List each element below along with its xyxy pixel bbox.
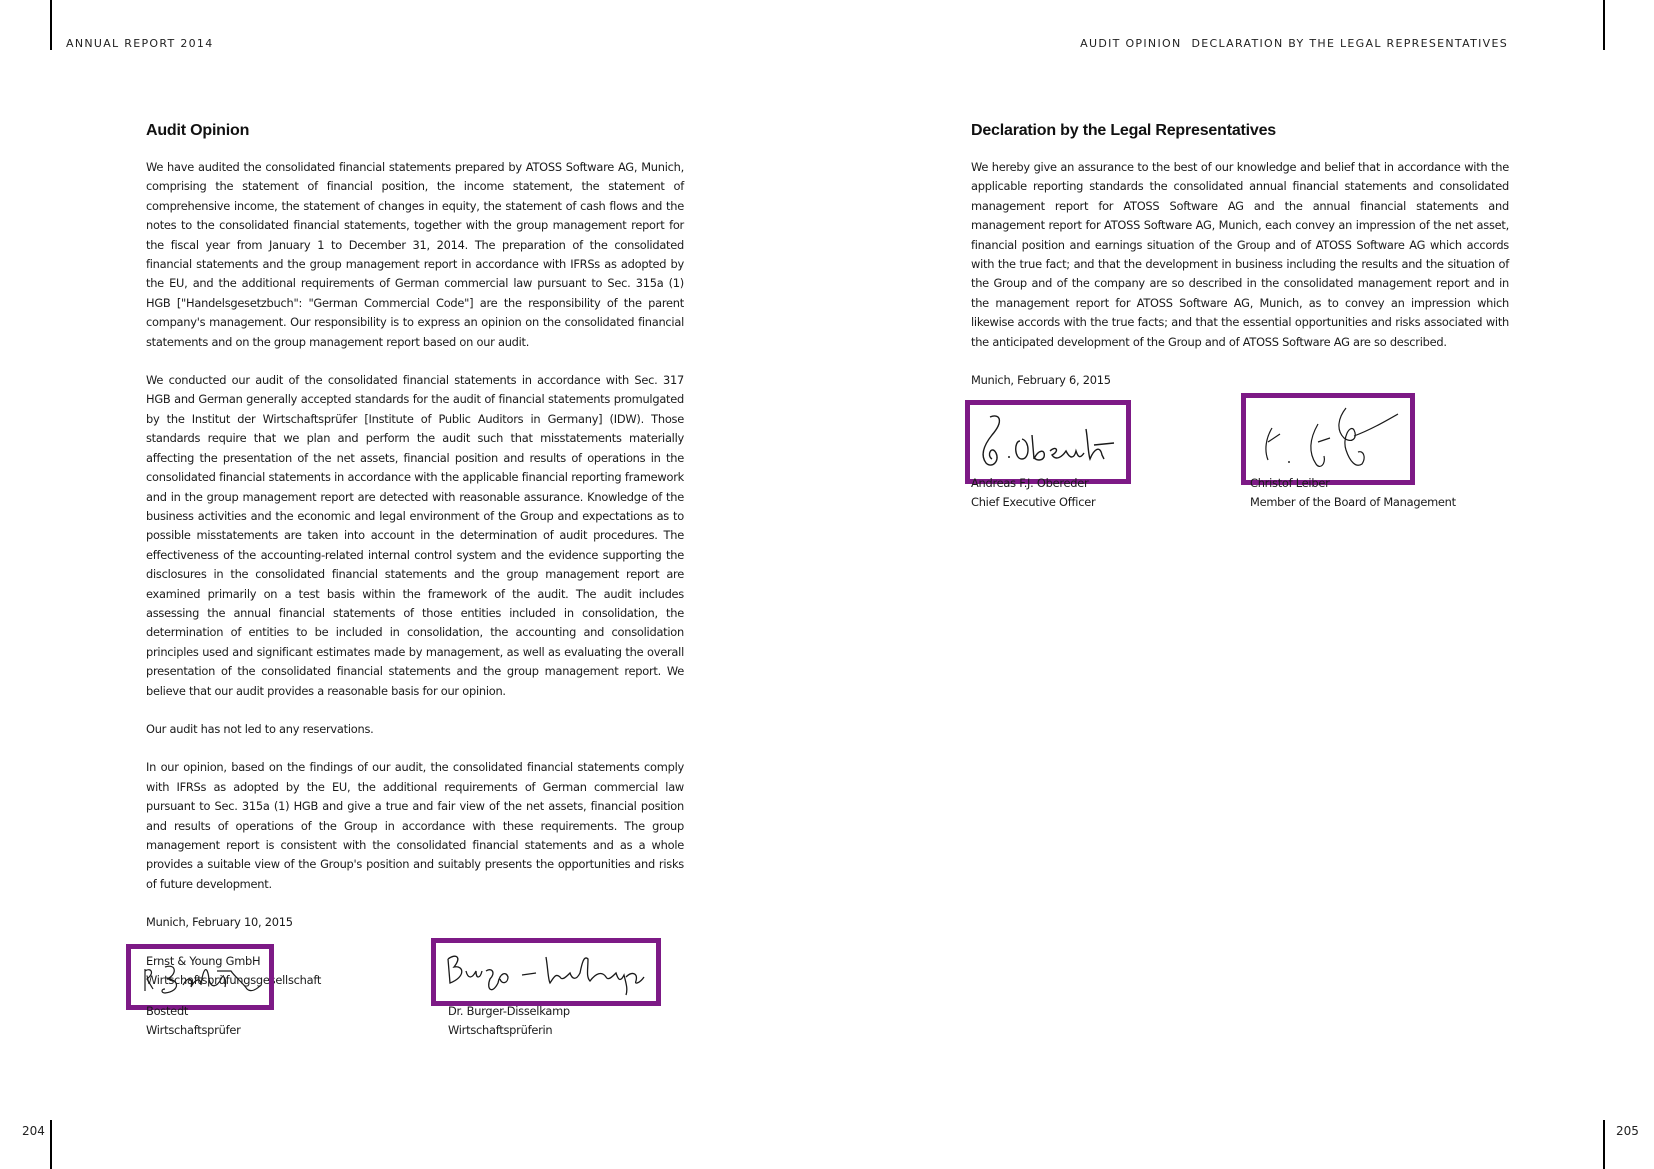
running-head-section-2: DECLARATION BY THE LEGAL REPRESENTATIVES — [1191, 37, 1508, 50]
signature-box-obereder — [965, 400, 1131, 484]
declaration-section — [971, 122, 1509, 390]
running-head-left: ANNUAL REPORT 2014 — [66, 37, 214, 50]
audit-firm-type: Wirtschaftsprüfungsgesellschaft — [146, 973, 322, 988]
left-top-rule — [50, 0, 52, 50]
signer-obereder — [971, 474, 1095, 513]
signer-bostedt-role: Wirtschaftsprüfer — [146, 1023, 241, 1038]
audit-opinion-paragraph-4: In our opinion, based on the findings of our audit, the consolidated financial statements comply with IFRSs as adopted by the EU, the additional requirements of German commercial law pursuant to Sec. 315a (1) HGB and give a true and fair view of the net assets, financial position and results of operations of the Group in accordance with these requirements. The group management report is consistent with the consolidated financial statements and as a whole provides a suitable view of the Group's position and suitably presents the opportunities and risks of future development. — [146, 760, 684, 891]
page-number-left: 204 — [22, 1124, 45, 1138]
signature-leiber-image — [1246, 398, 1410, 480]
signer-leiber-role: Member of the Board of Management — [1250, 495, 1456, 510]
signature-box-burger-disselkamp — [431, 938, 661, 1006]
audit-opinion-title: Audit Opinion — [146, 122, 250, 139]
signature-box-leiber — [1241, 393, 1415, 485]
audit-opinion-paragraph-2: We conducted our audit of the consolidated financial statements in accordance with Sec. 317 HGB and German generally accepted standards for the audit of financial statements promulgated by the Institut der Wirtschaftsprüfer [Institute of Public Auditors in Germany] (IDW). Those standards require that we plan and perform the audit such that misstatements materially affecting the presentation of the net assets, financial position and results of operations in the consolidated financial statements in accordance with the applicable financial reporting framework and in the group management report are detected with reasonable assurance. Knowledge of the business activities and the economic and legal environment of the Group and expectations as to possible misstatements are taken into account in the determination of audit procedures. The effectiveness of the accounting-related internal control system and the evidence supporting the disclosures in the consolidated financial statements and the group management report are examined primarily on a test basis within the framework of the audit. The audit includes assessing the annual financial statements of those entities included in consolidation, the determination of entities to be included in consolidation, the accounting and consolidation principles used and significant estimates made by management, as well as evaluating the overall presentation of the consolidated financial statements and the group management report. We believe that our audit provides a reasonable basis for our opinion. — [146, 373, 684, 698]
page-number-right: 205 — [1616, 1124, 1639, 1138]
right-top-rule — [1603, 0, 1605, 50]
signature-bostedt-image — [131, 949, 269, 1005]
audit-opinion-place-date: Munich, February 10, 2015 — [146, 915, 293, 930]
signer-burger-disselkamp-name: Dr. Burger-Disselkamp — [448, 1004, 570, 1018]
audit-opinion-paragraph-1: We have audited the consolidated financial statements prepared by ATOSS Software AG, Munich, comprising the statement of financial position, the income statement, the statement of comprehensive income, the statement of changes in equity, the statement of cash flows and the notes to the consolidated financial statements, together with the group management report for the fiscal year from January 1 to December 31, 2014. The preparation of the consolidated financial statements and the group management report in accordance with IFRSs as adopted by the EU, and the additional requirements of German commercial law pursuant to Sec. 315a (1) HGB ["Handelsgesetzbuch": "German Commercial Code"] are the responsibility of the parent company's management. Our responsibility is to express an opinion on the consolidated financial statements and on the group management report based on our audit. — [146, 160, 684, 349]
signer-burger-disselkamp — [448, 1002, 570, 1041]
signer-obereder-role: Chief Executive Officer — [971, 495, 1096, 510]
signature-obereder-image — [970, 405, 1126, 479]
audit-firm-name: Ernst & Young GmbH — [146, 953, 261, 968]
declaration-title: Declaration by the Legal Representatives — [971, 122, 1277, 139]
running-head-right — [1080, 37, 1508, 50]
audit-opinion-paragraph-3: Our audit has not led to any reservations. — [146, 721, 374, 736]
right-bottom-rule — [1603, 1120, 1605, 1169]
signer-burger-disselkamp-role: Wirtschaftsprüferin — [448, 1023, 553, 1038]
signature-box-bostedt — [126, 944, 274, 1010]
signer-obereder-name: Andreas F.J. Obereder — [971, 476, 1089, 490]
signature-burger-disselkamp-image — [436, 943, 656, 1001]
audit-opinion-section — [146, 122, 684, 990]
declaration-paragraph: We hereby give an assurance to the best of our knowledge and belief that in accordance with the applicable reporting standards the consolidated annual financial statements and consolidated management report for ATOSS Software AG and the annual financial statements and management report for ATOSS Software AG, Munich, each convey an impression of the net asset, financial position and earnings situation of the Group and of ATOSS Software AG which accords with the true fact; and that the development in business including the results and the situation of the Group and of the company are so described in the consolidated management report and in the management report for ATOSS Software AG, Munich, as to convey an impression which likewise accords with the true facts; and that the essential opportunities and risks associated with the anticipated development of the Group and of ATOSS Software AG are so described. — [971, 160, 1509, 349]
left-bottom-rule — [50, 1120, 52, 1169]
signer-leiber-name: Christof Leiber — [1250, 476, 1330, 490]
declaration-place-date: Munich, February 6, 2015 — [971, 373, 1111, 388]
signer-bostedt-name: Bostedt — [146, 1004, 189, 1018]
signer-bostedt — [146, 1002, 241, 1041]
signer-leiber — [1250, 474, 1456, 513]
running-head-section-1: AUDIT OPINION — [1080, 37, 1182, 50]
